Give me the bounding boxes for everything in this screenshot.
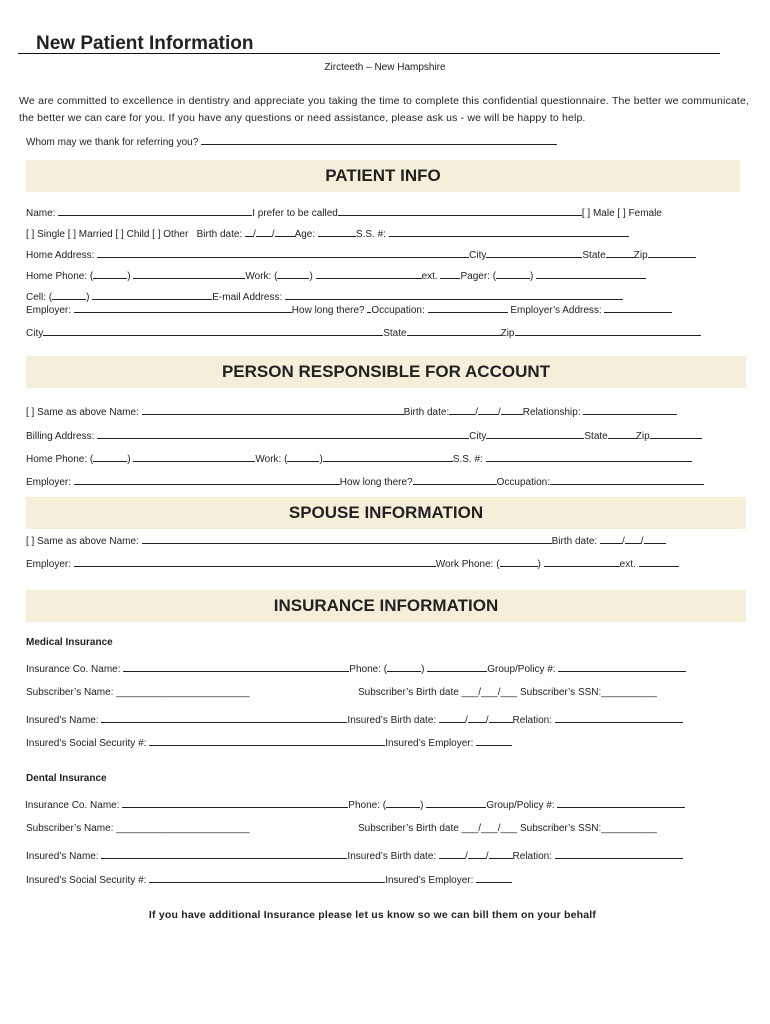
employer-state-label: State (383, 328, 407, 339)
email-label: E-mail Address: (212, 292, 283, 303)
state-label: State (582, 250, 606, 261)
dental-insured-ss-field[interactable] (149, 872, 385, 883)
medical-insured-row: Insured’s Name: Insured’s Birth date: / / Relation: (26, 712, 683, 727)
responsible-name-row: [ ] Same as above Name: Birth date: / / Relationship: (26, 404, 677, 419)
dental-subscriber-birth[interactable]: Subscriber’s Birth date ___/___/___ Subscriber’s SSN:__________ (358, 823, 657, 834)
dental-group-label: Group/Policy #: (486, 800, 555, 811)
spouse-work-phone-label: Work Phone: ( (435, 559, 500, 570)
dental-phone-field[interactable] (426, 797, 486, 808)
pager-label: Pager: ( (460, 271, 497, 282)
employer-label: Employer: (26, 305, 72, 316)
home-phone-field[interactable] (133, 268, 245, 279)
medical-relation-label: Relation: (512, 715, 552, 726)
city-label: City (469, 250, 487, 261)
preferred-name-field[interactable] (338, 205, 582, 216)
ext-label: ext. (421, 271, 438, 282)
responsible-phone-row (26, 451, 692, 466)
patient-status-row: [ ] Single [ ] Married [ ] Child [ ] Other Birth date: / / Age: S.S. #: (26, 226, 629, 241)
birth-date-label: Birth date: (196, 229, 243, 240)
responsible-birth-day[interactable] (478, 404, 498, 415)
employer-city-label: City (26, 328, 44, 339)
employer-row (26, 302, 672, 317)
occupation-label: Occupation: (371, 305, 425, 316)
medical-group-label: Group/Policy #: (487, 664, 556, 675)
dental-subscriber-name[interactable]: Subscriber’s Name: ________________________ (26, 823, 250, 834)
responsible-birth-month[interactable] (449, 404, 475, 415)
dental-company-field[interactable] (122, 797, 348, 808)
pager-field[interactable] (536, 268, 646, 279)
spouse-header (26, 497, 746, 529)
referral-row (26, 134, 557, 149)
medical-insured-ss-field[interactable] (149, 735, 385, 746)
employer-city-row (26, 325, 701, 340)
dental-insured-birth-label: Insured’s Birth date: (347, 851, 437, 862)
email-field[interactable] (285, 289, 623, 300)
work-phone-area-field[interactable] (277, 268, 309, 279)
medical-group-field[interactable] (558, 661, 686, 672)
age-field[interactable] (318, 226, 356, 237)
responsible-home-phone-label: Home Phone: ( (26, 454, 94, 465)
medical-insured-ss-row (26, 735, 512, 750)
patient-info-header (26, 160, 740, 192)
paren-close: ) (537, 559, 541, 570)
same-as-above-checkbox[interactable]: [ ] Same as above Name: (26, 407, 139, 418)
phones-row (26, 268, 646, 283)
gender-options[interactable]: [ ] Male [ ] Female (581, 208, 662, 219)
medical-insured-birth-year[interactable] (489, 712, 513, 723)
medical-subscriber-birth[interactable]: Subscriber’s Birth date ___/___/___ Subscriber’s SSN:__________ (358, 687, 657, 698)
city-field[interactable] (486, 247, 582, 258)
spouse-employer-label: Employer: (26, 559, 72, 570)
dental-insured-birth-month[interactable] (439, 848, 465, 859)
additional-insurance-note: If you have additional Insurance please let us know so we can bill them on your behalf (148, 909, 597, 921)
medical-company-field[interactable] (123, 661, 349, 672)
medical-insured-ss-label: Insured’s Social Security #: (26, 738, 147, 749)
responsible-work-area[interactable] (287, 451, 319, 462)
spouse-name-row: [ ] Same as above Name: Birth date: / / (26, 533, 666, 548)
billing-city-field[interactable] (486, 428, 584, 439)
dental-insured-birth-year[interactable] (489, 848, 513, 859)
medical-insured-birth-month[interactable] (439, 712, 465, 723)
ss-field[interactable] (389, 226, 629, 237)
dental-insured-name-label: Insured’s Name: (26, 851, 99, 862)
state-field[interactable] (606, 247, 634, 258)
spouse-ext-label: ext. (619, 559, 636, 570)
birth-year-field[interactable] (275, 226, 295, 237)
medical-insured-name-field[interactable] (101, 712, 347, 723)
dental-insured-employer-field[interactable] (476, 872, 512, 883)
medical-insured-employer-field[interactable] (476, 735, 512, 746)
spouse-ext-field[interactable] (639, 556, 679, 567)
employer-address-label: Employer’s Address: (510, 305, 602, 316)
responsible-home-phone-field[interactable] (133, 451, 255, 462)
age-label: Age: (294, 229, 316, 240)
dental-insured-ss-row (26, 872, 512, 887)
home-address-label: Home Address: (26, 250, 95, 261)
employer-state-field[interactable] (407, 325, 501, 336)
dental-insured-birth-day[interactable] (468, 848, 486, 859)
responsible-home-area[interactable] (93, 451, 127, 462)
patient-info-heading: PATIENT INFO (325, 166, 441, 185)
billing-zip-label: Zip (635, 431, 650, 442)
responsible-ss-label: S.S. #: (452, 454, 483, 465)
employer-zip-label: Zip (500, 328, 515, 339)
insurance-heading: INSURANCE INFORMATION (273, 596, 499, 615)
paren-close: ) (127, 454, 131, 465)
dental-relation-field[interactable] (555, 848, 683, 859)
zip-field[interactable] (648, 247, 696, 258)
responsible-header (26, 356, 746, 388)
work-phone-field[interactable] (316, 268, 422, 279)
relationship-field[interactable] (583, 404, 677, 415)
medical-phone-label: Phone: ( (349, 664, 388, 675)
marital-status-options[interactable]: [ ] Single [ ] Married [ ] Child [ ] Other (26, 229, 189, 240)
billing-city-label: City (469, 431, 487, 442)
spouse-birth-month[interactable] (600, 533, 622, 544)
pager-area-field[interactable] (496, 268, 530, 279)
employer-field[interactable] (74, 302, 292, 313)
paren-close: ) (319, 454, 323, 465)
preferred-name-label: I prefer to be called (252, 208, 338, 219)
cell-field[interactable] (92, 289, 212, 300)
responsible-work-label: Work: ( (255, 454, 288, 465)
responsible-employer-field[interactable] (74, 474, 340, 485)
responsible-ss-field[interactable] (486, 451, 692, 462)
dental-group-field[interactable] (557, 797, 685, 808)
dental-insured-employer-label: Insured’s Employer: (385, 875, 474, 886)
dental-insured-ss-label: Insured’s Social Security #: (26, 875, 147, 886)
zip-label: Zip (633, 250, 648, 261)
referral-label: Whom may we thank for referring you? (26, 137, 199, 148)
dental-company-label: Insurance Co. Name: (25, 800, 120, 811)
responsible-how-long-field[interactable] (413, 474, 497, 485)
employer-city-field[interactable] (43, 325, 383, 336)
home-address-row (26, 247, 696, 262)
patient-name-field[interactable] (58, 205, 252, 216)
paren-close: ) (420, 800, 424, 811)
dental-phone-label: Phone: ( (348, 800, 387, 811)
intro-paragraph: We are committed to excellence in dentistry and appreciate you taking the time to complete this confidential questionnaire. The better we communicate, the better we can care for you. If you have any questions or need assistance, please ask us - we will be happy to help. (19, 95, 749, 124)
spouse-same-as-above[interactable]: [ ] Same as above Name: (26, 536, 139, 547)
dental-company-row (25, 797, 685, 812)
spouse-work-field[interactable] (544, 556, 620, 567)
medical-insured-employer-label: Insured’s Employer: (385, 738, 474, 749)
paren-close: ) (421, 664, 425, 675)
spouse-employer-field[interactable] (74, 556, 436, 567)
patient-name-row (26, 205, 662, 220)
responsible-occupation-label: Occupation: (496, 477, 550, 488)
billing-state-field[interactable] (608, 428, 636, 439)
medical-insured-birth-label: Insured’s Birth date: (347, 715, 437, 726)
dental-phone-area[interactable] (386, 797, 420, 808)
billing-address-label: Billing Address: (26, 431, 95, 442)
employer-zip-field[interactable] (515, 325, 701, 336)
responsible-employer-label: Employer: (26, 477, 72, 488)
spouse-birth-label: Birth date: (551, 536, 598, 547)
dental-insurance-title: Dental Insurance (26, 773, 107, 784)
responsible-birth-year[interactable] (501, 404, 523, 415)
spouse-name-field[interactable] (142, 533, 552, 544)
billing-address-field[interactable] (97, 428, 469, 439)
billing-zip-field[interactable] (650, 428, 702, 439)
responsible-heading: PERSON RESPONSIBLE FOR ACCOUNT (221, 362, 551, 381)
spouse-work-area[interactable] (500, 556, 538, 567)
paren-close: ) (309, 271, 313, 282)
responsible-how-long-label: How long there? (339, 477, 413, 488)
medical-phone-area[interactable] (387, 661, 421, 672)
home-address-field[interactable] (97, 247, 469, 258)
medical-relation-field[interactable] (555, 712, 683, 723)
responsible-name-field[interactable] (142, 404, 404, 415)
spouse-employer-row (26, 556, 679, 571)
dental-relation-label: Relation: (512, 851, 552, 862)
paren-close: ) (530, 271, 534, 282)
ext-field[interactable] (440, 268, 460, 279)
cell-area-field[interactable] (52, 289, 86, 300)
name-label: Name: (26, 208, 56, 219)
dental-insured-row: Insured’s Name: Insured’s Birth date: / / Relation: (26, 848, 683, 863)
paren-close: ) (86, 292, 90, 303)
medical-insured-name-label: Insured’s Name: (26, 715, 99, 726)
how-long-label: How long there? (291, 305, 365, 316)
spouse-birth-day[interactable] (625, 533, 641, 544)
medical-phone-field[interactable] (427, 661, 487, 672)
dental-insured-name-field[interactable] (101, 848, 347, 859)
medical-company-row (26, 661, 686, 676)
occupation-field[interactable] (428, 302, 508, 313)
responsible-occupation-field[interactable] (550, 474, 704, 485)
title-underline (18, 53, 720, 54)
billing-address-row (26, 428, 702, 443)
medical-subscriber-name[interactable]: Subscriber’s Name: ________________________ (26, 687, 250, 698)
practice-location: Zircteeth – New Hampshire (324, 62, 446, 73)
spouse-birth-year[interactable] (644, 533, 666, 544)
ss-label: S.S. #: (355, 229, 386, 240)
referral-field[interactable] (201, 134, 557, 145)
birth-day-field[interactable] (256, 226, 272, 237)
insurance-header (26, 590, 746, 622)
billing-state-label: State (584, 431, 608, 442)
responsible-birth-label: Birth date: (403, 407, 450, 418)
responsible-work-field[interactable] (323, 451, 453, 462)
relationship-label: Relationship: (522, 407, 581, 418)
home-phone-area-field[interactable] (93, 268, 127, 279)
paren-close: ) (127, 271, 131, 282)
page-title: New Patient Information (36, 33, 254, 54)
work-phone-label: Work: ( (245, 271, 278, 282)
employer-address-field[interactable] (604, 302, 672, 313)
responsible-employer-row (26, 474, 704, 489)
medical-insured-birth-day[interactable] (468, 712, 486, 723)
cell-label: Cell: ( (26, 292, 53, 303)
medical-company-label: Insurance Co. Name: (26, 664, 121, 675)
birth-month-field[interactable] (245, 226, 253, 237)
home-phone-label: Home Phone: ( (26, 271, 94, 282)
spouse-heading: SPOUSE INFORMATION (288, 503, 484, 522)
medical-insurance-title: Medical Insurance (26, 637, 113, 648)
